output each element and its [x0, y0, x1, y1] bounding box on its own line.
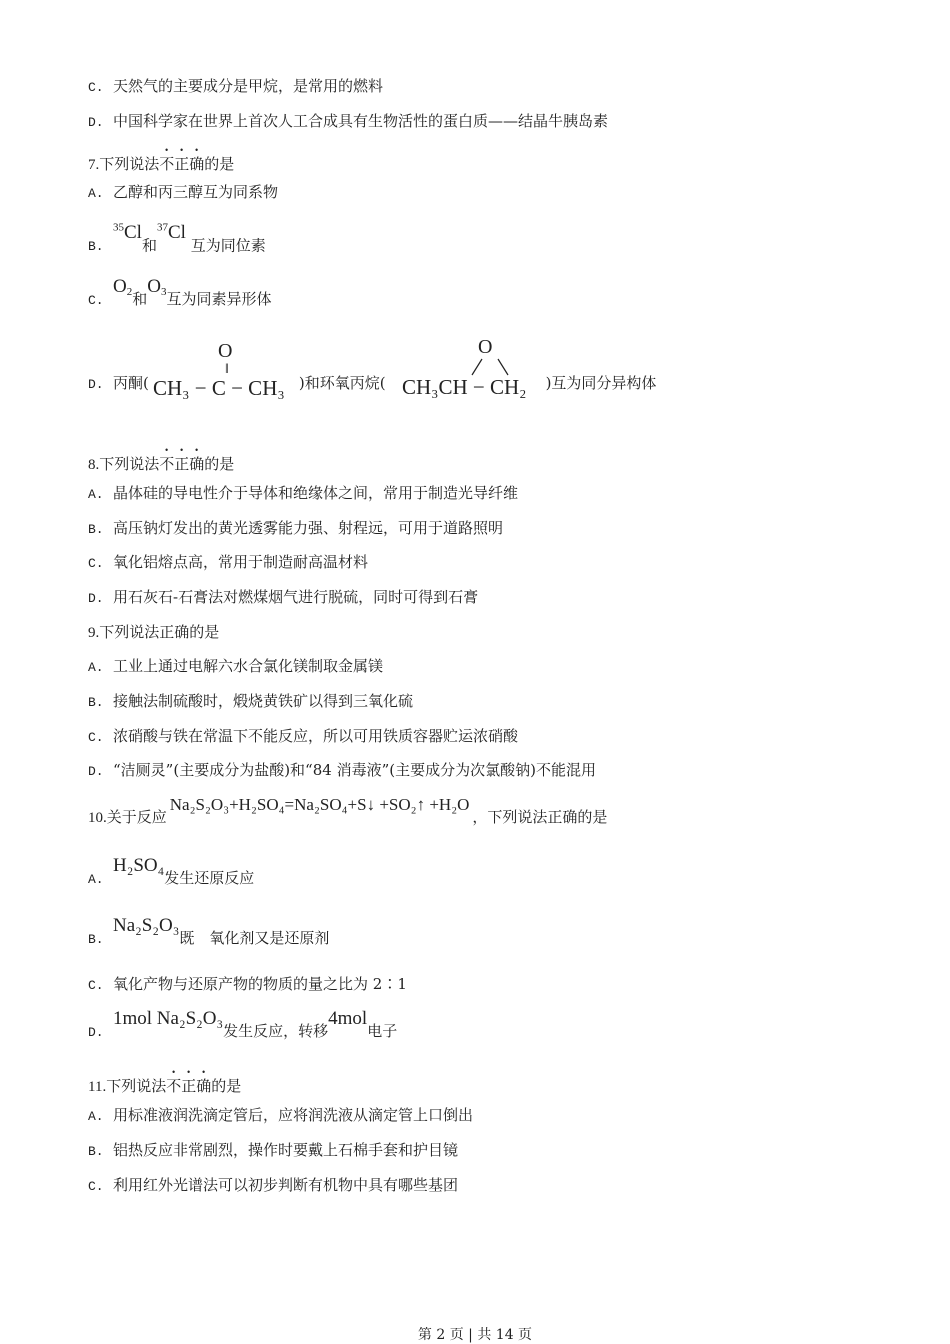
option-8c: C. 氧化铝熔点高，常用于制造耐高温材料: [88, 553, 369, 571]
option-11c: C. 利用红外光谱法可以初步判断有机物中具有哪些基团: [88, 1176, 459, 1194]
option-10c: C. 氧化产物与还原产物的物质的量之比为 2∶1: [88, 975, 407, 993]
epoxide-structure: CH₃CH − CH₂: [402, 375, 527, 399]
option-7d: D. 丙酮( )和环氧丙烷( )互为同分异构体: [88, 374, 657, 392]
option-10a: A.H₂SO₄发生还原反应: [88, 855, 255, 887]
option-7a: A. 乙醇和丙三醇互为同系物: [88, 183, 279, 201]
option-11b: B. 铝热反应非常剧烈，操作时要戴上石棉手套和护目镜: [88, 1141, 459, 1159]
option-10b: B.Na₂S₂O₃既 氧化剂又是还原剂: [88, 915, 330, 947]
option-9d: D. “洁厕灵”(主要成分为盐酸)和“84 消毒液”(主要成分为次氯酸钠)不能混用: [88, 761, 596, 779]
option-6c: C. 天然气的主要成分是甲烷，是常用的燃料: [88, 77, 384, 95]
option-7c: $C.O_2$和$O_3$互为同素异形体: [88, 276, 272, 308]
option-7b: B.$^{35}$Cl和$^{37}$Cl 互为同位素: [88, 222, 266, 255]
option-8b: B. 高压钠灯发出的黄光透雾能力强、射程远，可用于道路照明: [88, 519, 504, 537]
acetone-structure: CH₃ − C − CH₃: [153, 376, 285, 400]
question-9: 9.下列说法正确的是: [88, 623, 220, 641]
epoxide-oxygen: O: [478, 336, 493, 358]
question-10: 10.关于反应Na₂S₂O₃+H₂SO₄=Na₂SO₄+S↓ +SO₂↑ +H₂O，下列说法正确的是: [88, 795, 608, 826]
option-9b: B. 接触法制硫酸时，煅烧黄铁矿以得到三氧化硫: [88, 692, 414, 710]
option-9c: C. 浓硝酸与铁在常温下不能反应，所以可用铁质容器贮运浓硝酸: [88, 727, 519, 745]
option-11a: A. 用标准液润洗滴定管后，应将润洗液从滴定管上口倒出: [88, 1106, 474, 1124]
option-10d: D.1mol Na₂S₂O₃发生反应，转移4mol电子: [88, 1008, 398, 1040]
option-8d: D. 用石灰石-石膏法对燃煤烟气进行脱硫，同时可得到石膏: [88, 588, 479, 606]
option-9a: A. 工业上通过电解六水合氯化镁制取金属镁: [88, 657, 384, 675]
option-6d: D. 中国科学家在世界上首次人工合成具有生物活性的蛋白质——结晶牛胰岛素: [88, 112, 609, 130]
question-11: 11.下列说法不正确的是: [88, 1077, 242, 1095]
question-8: 8.下列说法不正确的是: [88, 455, 235, 473]
page-footer: 第 2 页 | 共 14 页: [417, 1327, 533, 1343]
carbonyl-oxygen: O: [218, 340, 233, 362]
double-bond: ‖: [225, 362, 229, 377]
question-7: 7.下列说法不正确的是: [88, 155, 235, 173]
option-8a: A. 晶体硅的导电性介于导体和绝缘体之间，常用于制造光导纤维: [88, 484, 519, 502]
